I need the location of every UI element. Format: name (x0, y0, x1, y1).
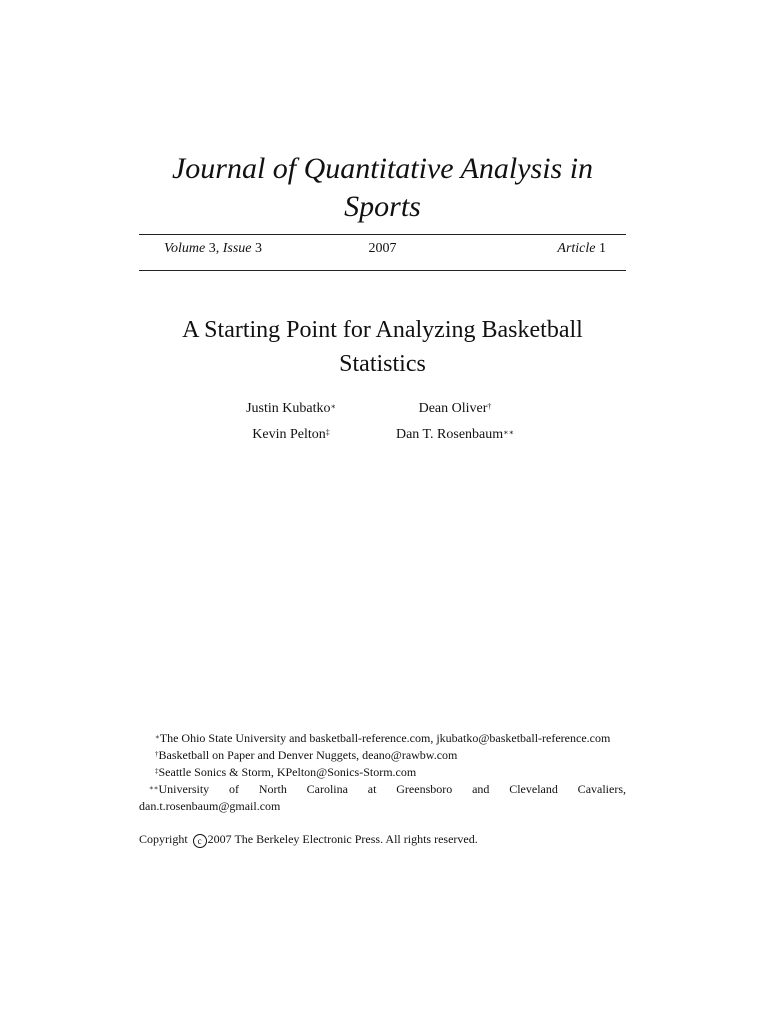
footnote-mark: ∗∗ (149, 784, 159, 792)
footnote-kubatko (139, 730, 626, 747)
issue-number: 3 (255, 241, 262, 256)
author-mark: ∗∗ (503, 428, 515, 437)
footnote-mark: ‡ (155, 767, 159, 775)
author-name: Dean Oliver (418, 401, 488, 416)
journal-title: Journal of Quantitative Analysis in Sports (171, 152, 594, 223)
article-value: 1 (599, 241, 606, 256)
author-rosenbaum (355, 425, 555, 445)
footnote-text: Basketball on Paper and Denver Nuggets, deano@rawbw.com (158, 748, 458, 762)
author-name: Kevin Pelton (252, 427, 326, 442)
copyright-prefix: Copyright (139, 832, 188, 846)
volume-number: 3 (208, 241, 216, 256)
author-mark: ‡ (325, 428, 330, 437)
header-rule-top (139, 234, 626, 235)
footnote-text: University of North Carolina at Greensboro and Cleveland Cavaliers, dan.t.rosenbaum@gmail.com (139, 782, 626, 813)
footnote-text: The Ohio State University and basketball-reference.com, jkubatko@basketball-reference.com (159, 731, 611, 745)
footnote-text: Seattle Sonics & Storm, KPelton@Sonics-Storm.com (158, 765, 417, 779)
affiliation-footnotes (139, 730, 626, 815)
author-mark: † (487, 402, 492, 411)
author-mark: ∗ (330, 402, 336, 411)
volume-label: Volume (164, 241, 206, 256)
footnote-rosenbaum (139, 781, 626, 815)
header-rule-bottom (139, 270, 626, 271)
paper-title: A Starting Point for Analyzing Basketball Statistics (182, 317, 583, 377)
copyright-notice (139, 831, 478, 848)
footnote-mark: ∗ (155, 733, 160, 741)
footnote-oliver (139, 747, 626, 764)
author-name: Dan T. Rosenbaum (395, 427, 504, 442)
issue-label: Issue (222, 241, 252, 256)
footnote-mark: † (155, 750, 159, 758)
journal-meta-row (139, 239, 626, 259)
author-oliver (355, 399, 555, 419)
author-name: Justin Kubatko (246, 401, 331, 416)
publication-year: 2007 (368, 241, 397, 256)
volume-issue: Volume 3, Issue 3 (164, 241, 262, 256)
article-number (557, 239, 606, 259)
copyright-text: 2007 The Berkeley Electronic Press. All rights reserved. (207, 832, 478, 846)
article-label: Article (557, 241, 596, 256)
footnote-pelton (139, 764, 626, 781)
copyright-icon: c (193, 834, 207, 848)
